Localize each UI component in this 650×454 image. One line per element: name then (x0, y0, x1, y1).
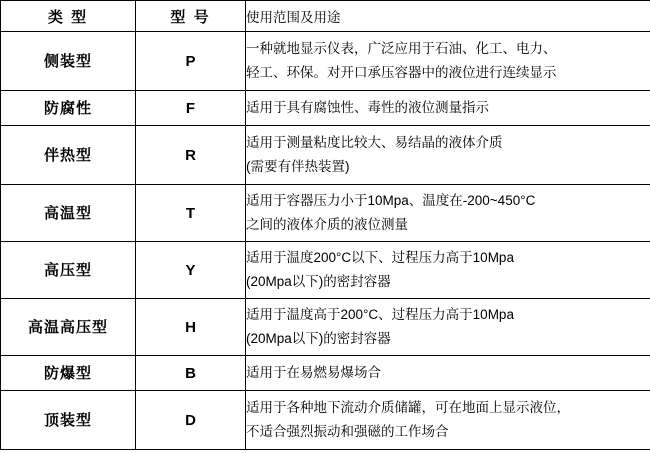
cell-type: 高温型 (1, 185, 136, 242)
table-row (1, 185, 650, 242)
cell-model: H (136, 299, 246, 356)
cell-type: 高压型 (1, 242, 136, 299)
description-line: 轻工、环保。对开口承压容器中的液位进行连续显示 (246, 65, 557, 80)
table-header-row (1, 1, 650, 32)
description-line: 不适合强烈振动和强磁的工作场合 (246, 424, 449, 439)
column-header-description: 使用范围及用途 (246, 1, 650, 32)
cell-description (246, 356, 650, 391)
table-row (1, 299, 650, 356)
cell-type: 侧装型 (1, 32, 136, 91)
cell-description (246, 91, 650, 126)
cell-type: 防爆型 (1, 356, 136, 391)
table-row (1, 242, 650, 299)
description-line: 适用于容器压力小于10Mpa、温度在-200~450°C (246, 193, 536, 209)
description-line: 适用于温度200°C以下、过程压力高于10Mpa (246, 250, 514, 266)
description-line: 之间的液体介质的液位测量 (246, 217, 408, 232)
cell-description (246, 242, 650, 299)
cell-description (246, 126, 650, 185)
description-line: 适用于在易燃易爆场合 (246, 365, 381, 381)
table-row (1, 32, 650, 91)
table-row (1, 356, 650, 391)
description-line: (20Mpa以下)的密封容器 (246, 331, 391, 346)
description-line: (20Mpa以下)的密封容器 (246, 274, 391, 289)
cell-model: P (136, 32, 246, 91)
cell-type: 防腐性 (1, 91, 136, 126)
table-row (1, 91, 650, 126)
cell-model: Y (136, 242, 246, 299)
cell-description (246, 299, 650, 356)
table-row (1, 126, 650, 185)
description-line: 一种就地显示仪表，广泛应用于石油、化工、电力、 (246, 41, 557, 57)
cell-description (246, 32, 650, 91)
description-line: 适用于测量粘度比较大、易结晶的液体介质 (246, 135, 503, 151)
cell-type: 顶装型 (1, 391, 136, 450)
table-row (1, 391, 650, 450)
cell-model: R (136, 126, 246, 185)
cell-model: B (136, 356, 246, 391)
description-line: (需要有伴热装置) (246, 159, 350, 174)
cell-model: T (136, 185, 246, 242)
cell-model: F (136, 91, 246, 126)
cell-type: 伴热型 (1, 126, 136, 185)
description-line: 适用于具有腐蚀性、毒性的液位测量指示 (246, 100, 489, 116)
description-line: 适用于温度高于200°C、过程压力高于10Mpa (246, 307, 514, 323)
column-header-model: 型 号 (136, 1, 246, 32)
cell-model: D (136, 391, 246, 450)
cell-description (246, 391, 650, 450)
column-header-type: 类 型 (1, 1, 136, 32)
description-line: 适用于各种地下流动介质储罐，可在地面上显示液位， (246, 400, 570, 416)
cell-type: 高温高压型 (1, 299, 136, 356)
cell-description (246, 185, 650, 242)
